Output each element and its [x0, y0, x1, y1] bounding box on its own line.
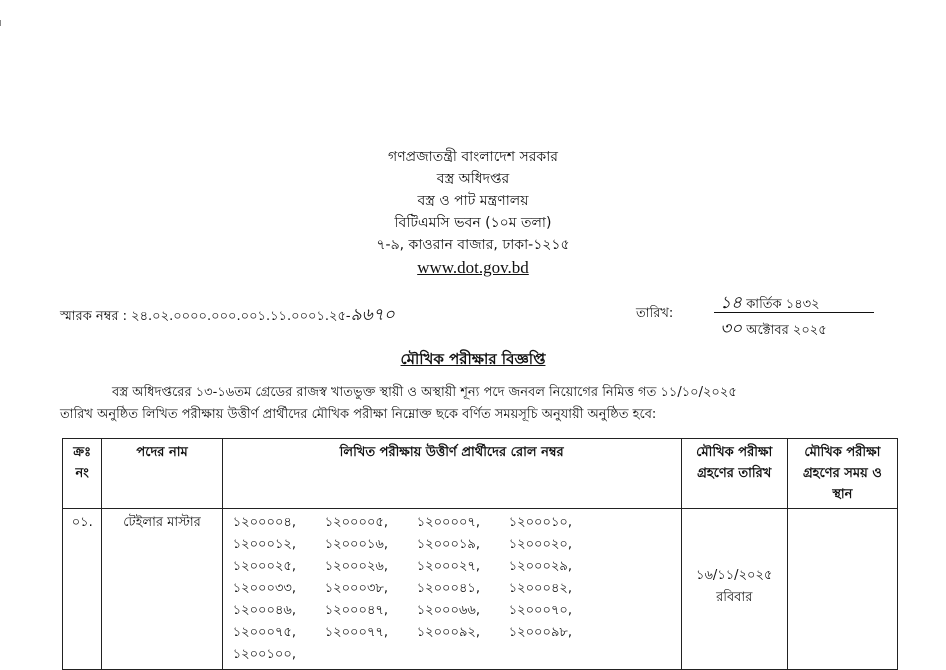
roll-number: ১২০০০১০, [508, 515, 572, 530]
roll-number: ১২০০০২০, [508, 537, 572, 552]
roll-number: ১২০০০৯৮, [508, 625, 572, 640]
roll-number: ১২০০০১৯, [416, 537, 480, 552]
schedule-table [62, 438, 898, 670]
letterhead [0, 146, 946, 280]
notice-line-1: বস্ত্র অধিদপ্তরের ১৩-১৬তম গ্রেডের রাজস্ব খাতভুক্ত স্থায়ী ও অস্থায়ী শূন্য পদে জনবল নিয়োগের নিমিত্ত গত ১১/১০/২০২৫ [112, 385, 737, 400]
bangla-month-year: কার্তিক ১৪৩২ [746, 297, 820, 312]
roll-number: ১২০০০৭০, [508, 603, 572, 618]
notice-line-2: তারিখ অনুষ্ঠিত লিখিত পরীক্ষায় উত্তীর্ণ প্রার্থীদের মৌখিক পরীক্ষা নিম্নোক্ত ছকে বর্ণিত সময়সূচি অনুযায়ী অনুষ্ঠিত হবে: [60, 407, 657, 422]
building-name: বিটিএমসি ভবন (১০ম তলা) [394, 215, 552, 231]
date-divider [714, 312, 874, 313]
english-month-year: অক্টোবর ২০২৫ [746, 323, 827, 338]
roll-number: ১২০০১০০, [232, 647, 296, 662]
ministry-name: বস্ত্র ও পাট মন্ত্রণালয় [417, 193, 529, 209]
roll-number: ১২০০০২৯, [508, 559, 572, 574]
notice-paragraph [60, 382, 880, 426]
scan-artifact [0, 20, 4, 26]
roll-number: ১২০০০০৫, [324, 515, 388, 530]
roll-number: ১২০০০৬৬, [416, 603, 480, 618]
roll-number: ১২০০০১২, [232, 537, 296, 552]
roll-number-list [227, 512, 677, 666]
department-name: বস্ত্র অধিদপ্তর [436, 171, 510, 187]
header-time: মৌখিক পরীক্ষা গ্রহণের সময় ও স্থান [787, 439, 897, 509]
roll-number: ১২০০০৪২, [508, 581, 572, 596]
row-serial: ০১. [63, 509, 102, 670]
roll-number: ১২০০০৪১, [416, 581, 480, 596]
roll-number: ১২০০০২৬, [324, 559, 388, 574]
exam-day: রবিবার [716, 590, 753, 605]
roll-number: ১২০০০০৭, [416, 515, 480, 530]
memo-handwritten-number: ৯৬৭০ [350, 305, 395, 325]
memo-number [60, 302, 395, 330]
roll-number: ১২০০০৪৬, [232, 603, 296, 618]
roll-number: ১২০০০৯২, [416, 625, 480, 640]
row-post: টেইলার মাস্টার [102, 509, 222, 670]
date-label: তারিখ: [636, 306, 674, 321]
roll-number: ১২০০০২৭, [416, 559, 480, 574]
english-date [720, 316, 827, 344]
english-day-handwritten: ৩০ [720, 319, 743, 339]
header-serial: ক্রঃ নং [63, 439, 102, 509]
roll-number: ১২০০০০৪, [232, 515, 296, 530]
notice-title: মৌখিক পরীক্ষার বিজ্ঞপ্তি [400, 350, 546, 368]
row-time-venue [787, 509, 897, 670]
website-link[interactable]: www.dot.gov.bd [417, 258, 529, 277]
roll-number: ১২০০০৩৩, [232, 581, 296, 596]
bangla-date [720, 290, 820, 318]
roll-number: ১২০০০৪৭, [324, 603, 388, 618]
roll-number: ১২০০০৭৭, [324, 625, 388, 640]
date-block [636, 290, 876, 339]
office-address: ৭-৯, কাওরান বাজার, ঢাকা-১২১৫ [376, 237, 570, 253]
roll-number: ১২০০০৭৫, [232, 625, 296, 640]
bangla-day-handwritten: ১৪ [720, 293, 743, 313]
table-header-row [63, 439, 898, 509]
table-row [63, 509, 898, 670]
row-date [681, 509, 787, 670]
roll-number: ১২০০০১৬, [324, 537, 388, 552]
exam-date: ১৬/১১/২০২৫ [696, 568, 773, 583]
government-name: গণপ্রজাতন্ত্রী বাংলাদেশ সরকার [388, 149, 558, 165]
roll-number: ১২০০০৩৮, [324, 581, 388, 596]
header-post: পদের নাম [102, 439, 222, 509]
header-date: মৌখিক পরীক্ষা গ্রহণের তারিখ [681, 439, 787, 509]
roll-number: ১২০০০২৫, [232, 559, 296, 574]
header-rolls: লিখিত পরীক্ষায় উত্তীর্ণ প্রার্থীদের রোল নম্বর [222, 439, 681, 509]
memo-label: স্মারক নম্বর : ২৪.০২.০০০০.০০০.০০১.১১.০০০১.২৫- [60, 309, 351, 324]
row-rolls [222, 509, 681, 670]
